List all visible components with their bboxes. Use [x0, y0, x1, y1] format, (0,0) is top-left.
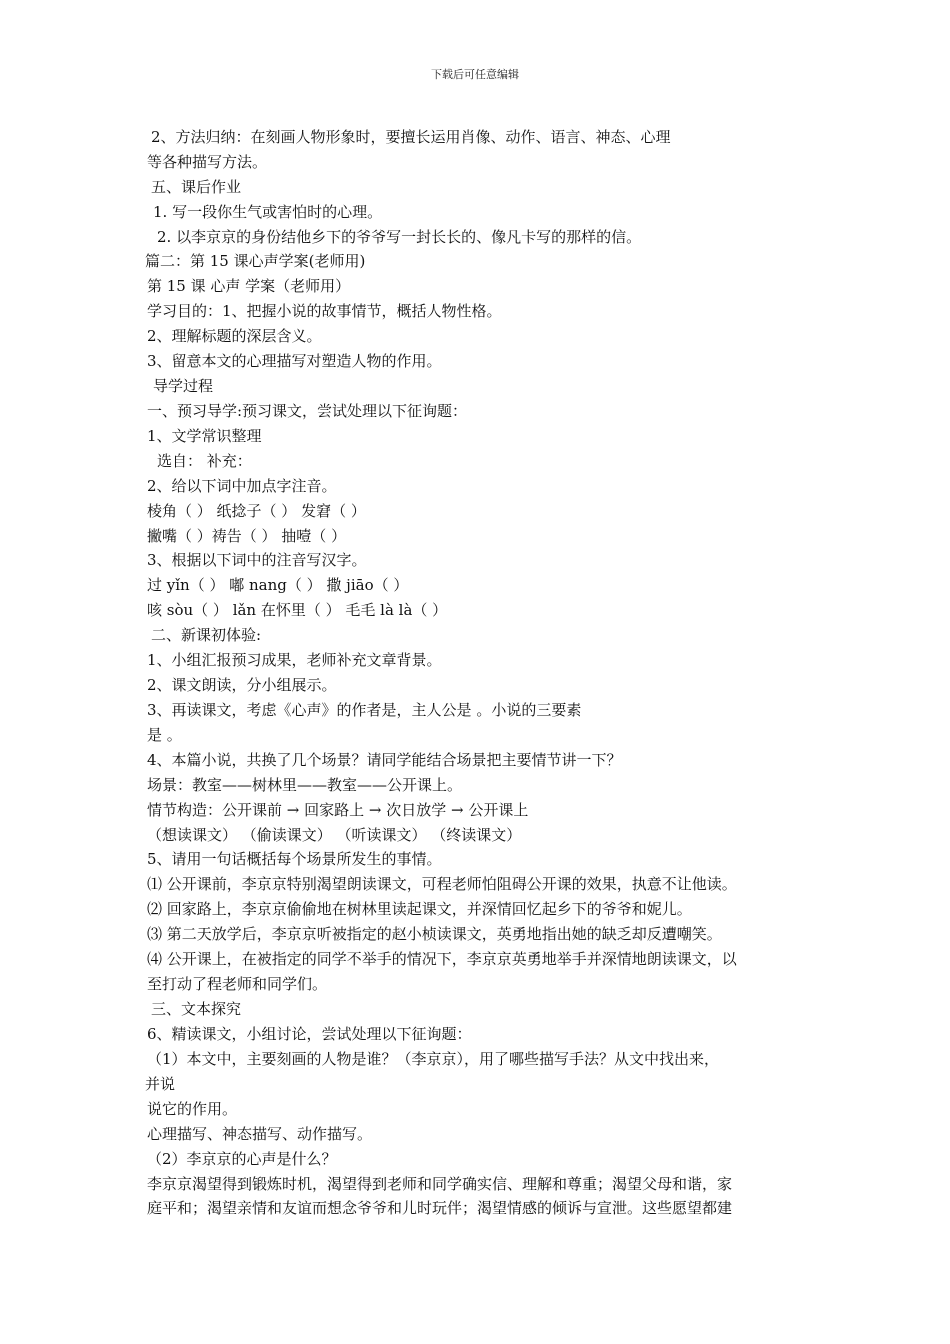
- text-line: 场景：教室——树林里——教室——公开课上。: [147, 776, 463, 794]
- text-line: 并说: [145, 1075, 176, 1093]
- text-line: 2、课文朗读，分小组展示。: [147, 676, 337, 694]
- text-line: 撇嘴（ ）祷告（ ） 抽噎（ ）: [147, 527, 347, 545]
- page-header: 下载后可任意编辑: [431, 68, 519, 81]
- text-line: ⑴ 公开课前，李京京特别渴望朗读课文，可程老师怕阻碍公开课的效果，执意不让他读。: [147, 875, 737, 893]
- text-line: 一、预习导学:预习课文，尝试处理以下征询题：: [147, 402, 468, 420]
- text-line: 三、文本探究: [151, 1000, 242, 1018]
- text-line: 2、给以下词中加点字注音。: [147, 477, 337, 495]
- text-line: 5、请用一句话概括每个场景所发生的事情。: [147, 850, 442, 868]
- text-line: （想读课文） （偷读课文） （听读课文） （终读课文）: [147, 826, 522, 844]
- text-line: 2. 以李京京的身份结他乡下的爷爷写一封长长的、像凡卡写的那样的信。: [157, 228, 642, 246]
- text-line: 过 yǐn（ ） 嘟 nang（ ） 撒 jiāo（ ）: [147, 576, 409, 594]
- text-line: 篇二：第 15 课心声学案(老师用): [145, 252, 366, 270]
- text-line: 导学过程: [153, 377, 214, 395]
- text-line: 至打动了程老师和同学们。: [147, 975, 328, 993]
- text-line: 李京京渴望得到锻炼时机，渴望得到老师和同学确实信、理解和尊重；渴望父母和谐，家: [147, 1175, 733, 1193]
- text-line: 五、课后作业: [151, 178, 242, 196]
- text-line: 第 15 课 心声 学案（老师用）: [147, 277, 351, 295]
- text-line: 6、精读课文，小组讨论，尝试处理以下征询题：: [147, 1025, 472, 1043]
- text-line: 2、理解标题的深层含义。: [147, 327, 322, 345]
- text-line: 咳 sòu（ ） lǎn 在怀里（ ） 毛毛 là là（ ）: [147, 601, 448, 619]
- text-line: 3、根据以下词中的注音写汉字。: [147, 551, 367, 569]
- text-line: 情节构造：公开课前 → 回家路上 → 次日放学 → 公开课上: [147, 801, 529, 819]
- text-line: 3、留意本文的心理描写对塑造人物的作用。: [147, 352, 442, 370]
- text-line: ⑶ 第二天放学后，李京京听被指定的赵小桢读课文，英勇地指出她的缺乏却反遭嘲笑。: [147, 925, 722, 943]
- text-line: ⑷ 公开课上，在被指定的同学不举手的情况下，李京京英勇地举手并深情地朗读课文，以: [147, 950, 737, 968]
- text-line: （1）本文中，主要刻画的人物是谁？（李京京），用了哪些描写手法？从文中找出来，: [147, 1050, 720, 1068]
- text-line: 庭平和；渴望亲情和友谊而想念爷爷和儿时玩伴；渴望情感的倾诉与宣泄。这些愿望都建: [147, 1199, 733, 1217]
- text-line: （2）李京京的心声是什么？: [147, 1150, 337, 1168]
- text-line: 1、文学常识整理: [147, 427, 262, 445]
- text-line: 二、新课初体验:: [151, 626, 262, 644]
- text-line: 棱角（ ） 纸捻子（ ） 发窘（ ）: [147, 502, 366, 520]
- text-line: 是 。: [147, 726, 182, 744]
- text-line: 1、小组汇报预习成果，老师补充文章背景。: [147, 651, 442, 669]
- text-line: ⑵ 回家路上，李京京偷偷地在树林里读起课文，并深情回忆起乡下的爷爷和妮儿。: [147, 900, 692, 918]
- text-line: 说它的作用。: [147, 1100, 238, 1118]
- text-line: 4、本篇小说，共换了几个场景？请同学能结合场景把主要情节讲一下？: [147, 751, 622, 769]
- text-line: 1. 写一段你生气或害怕时的心理。: [153, 203, 383, 221]
- text-line: 等各种描写方法。: [147, 153, 268, 171]
- text-line: 学习目的：1、把握小说的故事情节，概括人物性格。: [147, 302, 502, 320]
- text-line: 心理描写、神态描写、动作描写。: [147, 1125, 373, 1143]
- text-line: 3、再读课文，考虑《心声》的作者是，主人公是 。小说的三要素: [147, 701, 582, 719]
- text-line: 选自： 补充：: [157, 452, 252, 470]
- text-line: 2、方法归纳：在刻画人物形象时，要擅长运用肖像、动作、语言、神态、心理: [151, 128, 671, 146]
